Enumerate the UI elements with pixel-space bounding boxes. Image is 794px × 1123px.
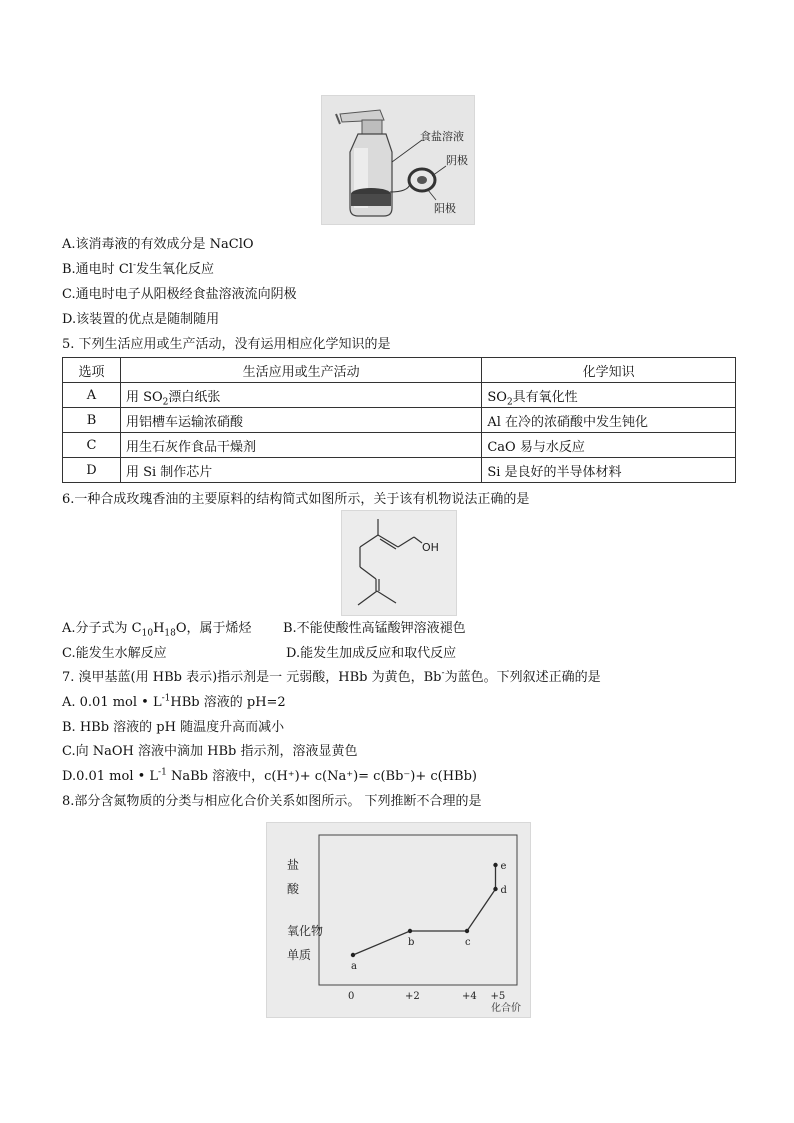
row-activity: 用生石灰作食品干燥剂 xyxy=(120,433,481,458)
q4-option-a: A.该消毒液的有效成分是 NaClO xyxy=(62,237,254,252)
q4-option-d: D.该装置的优点是随制随用 xyxy=(62,312,220,327)
label-cathode: 阴极 xyxy=(446,154,468,167)
q5-table xyxy=(62,357,736,483)
row-knowledge: CaO 易与水反应 xyxy=(482,433,736,458)
x-tick-label: +2 xyxy=(405,991,420,1002)
row-activity: 用铝槽车运输浓硝酸 xyxy=(120,408,481,433)
y-category-label: 氧化物 xyxy=(287,924,324,938)
x-axis-title: 化合价 xyxy=(491,1003,521,1014)
q7-option-d: D.0.01 mol • $L^{-1}$ NaBb 溶液中，c(H⁺)+ c(Na⁺)= c(Bb⁻)+ c(HBb) xyxy=(62,767,478,784)
q4-option-b: B.通电时 Cl-发生氧化反应 xyxy=(62,260,214,277)
row-activity: 用 Si 制作芯片 xyxy=(120,458,481,483)
q7-option-c: C.向 NaOH 溶液中滴加 HBb 指示剂，溶液显黄色 xyxy=(62,744,358,759)
table-row xyxy=(63,383,736,408)
data-point xyxy=(493,887,497,891)
point-label: e xyxy=(500,861,507,872)
row-option: C xyxy=(63,433,121,458)
structure-figure xyxy=(341,510,457,616)
data-point xyxy=(493,863,497,867)
q5-stem: 5. 下列生活应用或生产活动，没有运用相应化学知识的是 xyxy=(62,337,391,352)
oh-label: OH xyxy=(422,541,439,554)
row-knowledge: Si 是良好的半导体材料 xyxy=(482,458,736,483)
row-knowledge: $SO_2$具有氧化性 xyxy=(482,383,736,408)
point-label: d xyxy=(500,885,507,896)
data-point xyxy=(465,929,469,933)
q6-stem: 6.一种合成玫瑰香油的主要原料的结构简式如图所示，关于该有机物说法正确的是 xyxy=(62,492,530,507)
x-tick-label: +4 xyxy=(462,991,477,1002)
device-drawing xyxy=(322,96,474,224)
row-option: D xyxy=(63,458,121,483)
row-knowledge: Al 在冷的浓硝酸中发生钝化 xyxy=(482,408,736,433)
q6-option-a: A.分子式为 $C_{10}H_{18}O$，属于烯烃 xyxy=(62,621,252,639)
valence-chart xyxy=(266,822,531,1018)
header-option: 选项 xyxy=(63,358,121,383)
q6-option-d: D.能发生加成反应和取代反应 xyxy=(286,646,457,661)
row-option: A xyxy=(63,383,121,408)
data-point xyxy=(408,929,412,933)
point-label: a xyxy=(351,961,357,972)
y-category-label: 盐 xyxy=(287,858,300,872)
valence-chart-svg xyxy=(267,823,530,1017)
label-solution: 食盐溶液 xyxy=(420,130,464,143)
table-header-row xyxy=(63,358,736,383)
label-anode: 阳极 xyxy=(434,202,456,215)
point-label: c xyxy=(465,937,471,948)
row-activity: 用 $SO_2$漂白纸张 xyxy=(120,383,481,408)
q7-stem: 7. 溴甲基蓝(用 HBb 表示)指示剂是一 元弱酸，HBb 为黄色，Bb-为蓝色。下列叙述正确的是 xyxy=(62,668,601,685)
table-row xyxy=(63,458,736,483)
y-category-label: 酸 xyxy=(287,882,300,896)
header-activity: 生活应用或生产活动 xyxy=(120,358,481,383)
q7-option-b: B. HBb 溶液的 pH 随温度升高而减小 xyxy=(62,720,285,735)
data-point xyxy=(351,953,355,957)
x-tick-label: 0 xyxy=(348,991,355,1002)
skeletal-formula xyxy=(342,511,456,615)
q8-stem: 8.部分含氮物质的分类与相应化合价关系如图所示。 下列推断不合理的是 xyxy=(62,794,482,809)
point-label: b xyxy=(408,937,415,948)
y-category-label: 单质 xyxy=(287,948,312,962)
table-row xyxy=(63,408,736,433)
header-knowledge: 化学知识 xyxy=(482,358,736,383)
q4-option-c: C.通电时电子从阳极经食盐溶液流向阴极 xyxy=(62,287,297,302)
device-figure xyxy=(321,95,475,225)
q7-option-a: A. 0.01 mol • $L^{-1}HBb$ 溶液的 pH=2 xyxy=(62,693,286,710)
q6-option-b: B.不能使酸性高锰酸钾溶液褪色 xyxy=(283,621,466,636)
row-option: B xyxy=(63,408,121,433)
table-row xyxy=(63,433,736,458)
q6-option-c: C.能发生水解反应 xyxy=(62,646,167,661)
x-tick-label: +5 xyxy=(490,991,506,1002)
